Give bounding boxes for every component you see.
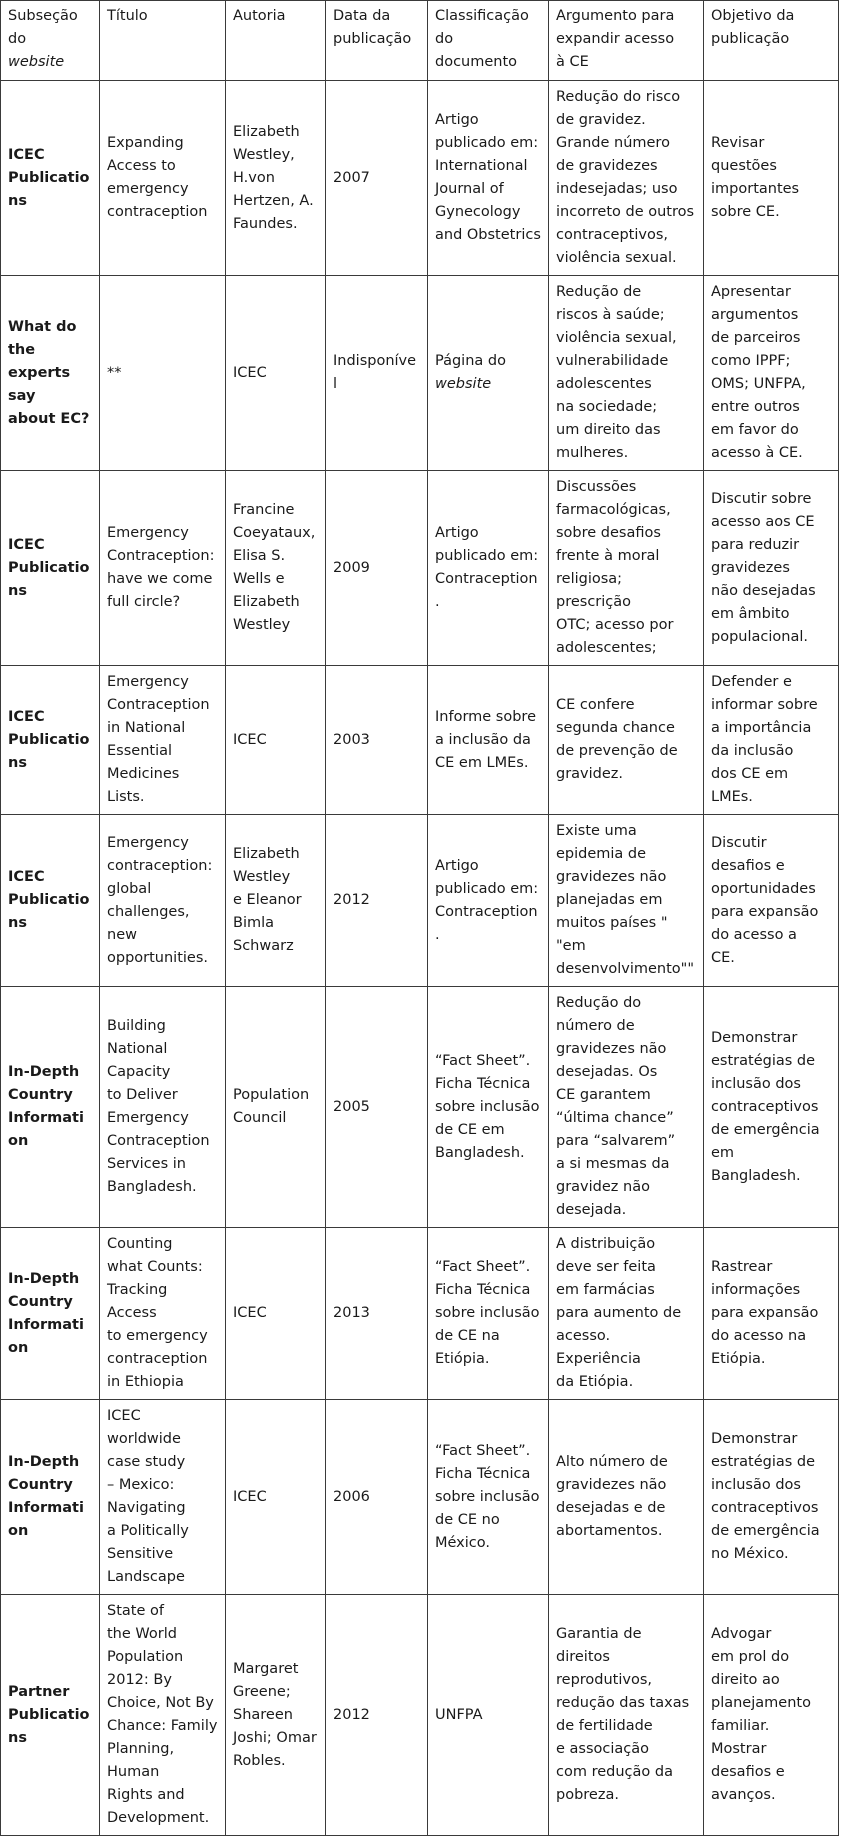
header-row (1, 1, 839, 81)
cell-data: 2012 (326, 815, 428, 987)
cell-subsecao: ICEC Publications (1, 471, 100, 666)
cell-titulo: Emergency contraception: global challenges, new opportunities. (100, 815, 226, 987)
cell-objetivo: Demonstrar estratégias de inclusão dos contraceptivos de emergência em Bangladesh. (704, 987, 839, 1228)
cell-titulo: ICEC worldwide case study – Mexico: Navigating a Politically Sensitive Landscape (100, 1400, 226, 1595)
cell-titulo: Expanding Access to emergency contraception (100, 81, 226, 276)
cell-data: 2005 (326, 987, 428, 1228)
table-row (1, 471, 839, 666)
cell-subsecao: In-Depth Country Information (1, 987, 100, 1228)
cell-classificacao: Artigo publicado em: International Journal of Gynecology and Obstetrics (428, 81, 549, 276)
header-objetivo: Objetivo da publicação (704, 1, 839, 81)
table-row (1, 815, 839, 987)
cell-argumento: Garantia de direitos reprodutivos, redução das taxas de fertilidade e associação com redução da pobreza. (549, 1595, 704, 1836)
cell-argumento: Redução do risco de gravidez. Grande número de gravidezes indesejadas; uso incorreto de outros contraceptivos, violência sexual. (549, 81, 704, 276)
cell-objetivo: Revisar questões importantes sobre CE. (704, 81, 839, 276)
header-autoria: Autoria (226, 1, 326, 81)
cell-data: 2003 (326, 666, 428, 815)
cell-subsecao: ICEC Publications (1, 666, 100, 815)
header-data: Data da publicação (326, 1, 428, 81)
cell-data: Indisponível (326, 276, 428, 471)
cell-autoria: Population Council (226, 987, 326, 1228)
cell-data: 2007 (326, 81, 428, 276)
cell-subsecao: Partner Publications (1, 1595, 100, 1836)
cell-objetivo: Demonstrar estratégias de inclusão dos contraceptivos de emergência no México. (704, 1400, 839, 1595)
cell-argumento: Existe uma epidemia de gravidezes não planejadas em muitos países " "em desenvolvimento"" (549, 815, 704, 987)
table-row (1, 1595, 839, 1836)
cell-titulo: Counting what Counts: Tracking Access to emergency contraception in Ethiopia (100, 1228, 226, 1400)
header-titulo: Título (100, 1, 226, 81)
cell-argumento: Redução de riscos à saúde; violência sexual, vulnerabilidade adolescentes na sociedade; um direito das mulheres. (549, 276, 704, 471)
cell-classificacao (428, 276, 549, 471)
header-classificacao: Classificação do documento (428, 1, 549, 81)
cell-classificacao: Informe sobre a inclusão da CE em LMEs. (428, 666, 549, 815)
cell-autoria: Margaret Greene; Shareen Joshi; Omar Robles. (226, 1595, 326, 1836)
cell-autoria: ICEC (226, 666, 326, 815)
cell-titulo: Emergency Contraception: have we come full circle? (100, 471, 226, 666)
cell-autoria: ICEC (226, 1228, 326, 1400)
cell-classificacao: Artigo publicado em: Contraception. (428, 815, 549, 987)
cell-data: 2009 (326, 471, 428, 666)
cell-autoria: Elizabeth Westley e Eleanor Bimla Schwarz (226, 815, 326, 987)
cell-classificacao: UNFPA (428, 1595, 549, 1836)
table-row (1, 81, 839, 276)
cell-autoria: ICEC (226, 1400, 326, 1595)
cell-autoria: Elizabeth Westley, H.von Hertzen, A. Faundes. (226, 81, 326, 276)
cell-objetivo: Apresentar argumentos de parceiros como IPPF; OMS; UNFPA, entre outros em favor do acesso à CE. (704, 276, 839, 471)
cell-objetivo: Advogar em prol do direito ao planejamento familiar. Mostrar desafios e avanços. (704, 1595, 839, 1836)
cell-classificacao: “Fact Sheet”. Ficha Técnica sobre inclusão de CE na Etiópia. (428, 1228, 549, 1400)
cell-argumento: CE confere segunda chance de prevenção de gravidez. (549, 666, 704, 815)
cell-argumento: Discussões farmacológicas, sobre desafios frente à moral religiosa; prescrição OTC; acesso por adolescentes; (549, 471, 704, 666)
cell-objetivo: Discutir desafios e oportunidades para expansão do acesso a CE. (704, 815, 839, 987)
cell-data: 2006 (326, 1400, 428, 1595)
header-subsecao-text: Subseção do (8, 8, 78, 47)
cell-argumento: A distribuição deve ser feita em farmácias para aumento de acesso. Experiência da Etiópia. (549, 1228, 704, 1400)
cell-subsecao: In-Depth Country Information (1, 1228, 100, 1400)
cell-objetivo: Defender e informar sobre a importância da inclusão dos CE em LMEs. (704, 666, 839, 815)
cell-subsecao: ICEC Publications (1, 815, 100, 987)
header-subsecao (1, 1, 100, 81)
cell-classificacao: “Fact Sheet”. Ficha Técnica sobre inclusão de CE em Bangladesh. (428, 987, 549, 1228)
cell-titulo: State of the World Population 2012: By Choice, Not By Chance: Family Planning, Human Rights and Development. (100, 1595, 226, 1836)
cell-subsecao: In-Depth Country Information (1, 1400, 100, 1595)
cell-classificacao-website: website (435, 376, 492, 392)
cell-autoria: Francine Coeyataux, Elisa S. Wells e Elizabeth Westley (226, 471, 326, 666)
cell-titulo: Building National Capacity to Deliver Emergency Contraception Services in Bangladesh. (100, 987, 226, 1228)
cell-data: 2013 (326, 1228, 428, 1400)
table-row (1, 1400, 839, 1595)
cell-classificacao: “Fact Sheet”. Ficha Técnica sobre inclusão de CE no México. (428, 1400, 549, 1595)
cell-data: 2012 (326, 1595, 428, 1836)
table-row (1, 276, 839, 471)
header-subsecao-website: website (8, 54, 65, 70)
cell-classificacao-text: Página do (435, 353, 506, 369)
cell-classificacao: Artigo publicado em: Contraception. (428, 471, 549, 666)
cell-subsecao: What do the experts say about EC? (1, 276, 100, 471)
cell-subsecao: ICEC Publications (1, 81, 100, 276)
table-row (1, 987, 839, 1228)
cell-objetivo: Discutir sobre acesso aos CE para reduzir gravidezes não desejadas em âmbito populacional. (704, 471, 839, 666)
cell-objetivo: Rastrear informações para expansão do acesso na Etiópia. (704, 1228, 839, 1400)
cell-argumento: Redução do número de gravidezes não desejadas. Os CE garantem “última chance” para “salvarem” a si mesmas da gravidez não desejada. (549, 987, 704, 1228)
cell-autoria: ICEC (226, 276, 326, 471)
cell-titulo: ** (100, 276, 226, 471)
cell-argumento: Alto número de gravidezes não desejadas e de abortamentos. (549, 1400, 704, 1595)
header-argumento: Argumento para expandir acesso à CE (549, 1, 704, 81)
cell-titulo: Emergency Contraception in National Essential Medicines Lists. (100, 666, 226, 815)
table-row (1, 1228, 839, 1400)
table-row (1, 666, 839, 815)
